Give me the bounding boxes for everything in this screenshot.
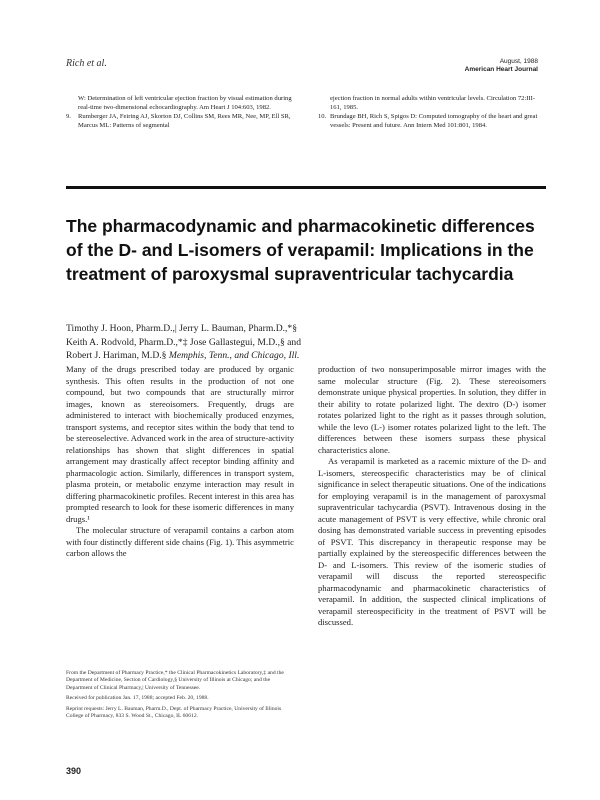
reference-item	[318, 112, 546, 130]
author-location: Memphis, Tenn., and Chicago, Ill.	[168, 350, 300, 362]
authors-line: Keith A. Rodvold, Pharm.D.,*‡ Jose Gallastegui, M.D.,§ and	[66, 336, 302, 348]
reference-number: 10.	[318, 113, 327, 120]
issue-date: August, 1988	[499, 58, 538, 65]
body-paragraph: The molecular structure of verapamil contains a carbon atom with four distinctly different side chains (Fig. 1). This asymmetric carbon allows the	[66, 525, 294, 558]
authors-name: Robert J. Hariman, M.D.§	[66, 350, 167, 362]
body-paragraph: As verapamil is marketed as a racemic mixture of the D- and L-isomers, stereospecific characteristics may be of clinical significance in select therapeutic situations. One of the indications for employing verapamil is in the management of paroxysmal supraventricular tachycardia (PSVT). Intravenous dosing in the acute management of PSVT is very effective, while chronic oral dosing has demonstrated variable success in preventing episodes of PSVT. This discrepancy in therapeutic response may be partially explained by the stereospecific differences between the D- and L-isomers. This review of the isomeric studies of verapamil will discuss the reported stereospecific pharmacodynamic and pharmacokinetic characteristics of verapamil. In addition, the suspected clinical implications of verapamil stereospecificity in the treatment of PSVT will be discussed.	[318, 456, 546, 627]
reprint-footnote: Reprint requests: Jerry L. Bauman, Pharm.D., Dept. of Pharmacy Practice, University of Illinois College of Pharmacy, 833 S. Wood St., Chicago, IL 60612.	[66, 705, 282, 720]
reference-item	[318, 94, 546, 112]
body-left-column	[66, 364, 294, 629]
received-footnote: Received for publication Jan. 17, 1988; accepted Feb. 20, 1988.	[66, 695, 209, 702]
reference-number: 9.	[66, 113, 71, 120]
affiliation-footnote: From the Department of Pharmacy Practice,* the Clinical Pharmacokinetics Laboratory,‡ and the Department of Medicine, Section of Cardiology,§ University of Illinois at Chicago; and the Department of Clinical Pharmacy,| University of Tennessee.	[66, 670, 284, 691]
references-left-column	[66, 94, 294, 130]
journal-header	[465, 58, 538, 74]
body-paragraph: production of two nonsuperimposable mirror images with the same molecular structure (Fig. 2). These stereoisomers demonstrate unique physical properties. In solution, they differ in their ability to rotate polarized light. The dextro (D-) isomer rotates polarized light to the right as it passes through solution, while the levo (L-) isomer rotates polarized light to the left. The differences between these isomers surpass these physical characteristics alone.	[318, 364, 546, 455]
reference-text: Brundage BH, Rich S, Spigos D: Computed tomography of the heart and great vessels: Present and future. Ann Intern Med 101:801, 1984.	[330, 113, 538, 129]
references-right-column	[318, 94, 546, 130]
authors-line: Timothy J. Hoon, Pharm.D.,| Jerry L. Bauman, Pharm.D.,*§	[66, 323, 298, 334]
page-number: 390	[66, 766, 82, 776]
reference-number	[318, 94, 330, 112]
body-paragraph: Many of the drugs prescribed today are produced by organic synthesis. This often results in the production of not one compound, but two compounds that are structurally mirror images, known as stereoisomers. Frequently, drugs are administered to interact with biochemically produced enzymes, transport systems, and receptor sites within the body that tend to be stereoselective. Advanced work in the area of structure-activity relationships has shown that slight differences in spatial arrangement may drastically affect receptor binding affinity and pharmacologic action. Similarly, differences in transport system, plasma protein, or metabolic enzyme interaction may result in differing pharmacokinetic profiles. Recent interest in this area has prompted research to look for these isomeric differences in many drugs.¹	[66, 364, 294, 524]
body-right-column	[318, 364, 546, 629]
author-block	[66, 322, 536, 363]
article-title: The pharmacodynamic and pharmacokinetic differences of the D- and L-isomers of verapamil: Implications in the treatment of paroxysmal supraventricular tachycardia	[66, 216, 535, 284]
running-head: Rich et al.	[66, 58, 107, 69]
section-divider	[66, 186, 546, 189]
reference-item	[66, 112, 294, 130]
article-body	[66, 364, 546, 629]
reference-number	[66, 94, 78, 112]
reference-text: W: Determination of left ventricular ejection fraction by visual estimation during real-time two-dimensional echocardiography. Am Heart J 104:603, 1982.	[78, 95, 292, 111]
reference-text: ejection fraction in normal adults within ventricular levels. Circulation 72:III-161, 1985.	[330, 95, 536, 111]
reference-text: Rumberger JA, Feiring AJ, Skorton DJ, Collins SM, Rees MR, Nee, MP, Ell SR, Marcus ML: Patterns of segmental	[78, 113, 291, 129]
article-footnotes	[66, 670, 294, 723]
authors-line	[66, 349, 536, 363]
reference-item	[66, 94, 294, 112]
references-continued	[66, 94, 546, 130]
journal-name: American Heart Journal	[464, 66, 538, 73]
